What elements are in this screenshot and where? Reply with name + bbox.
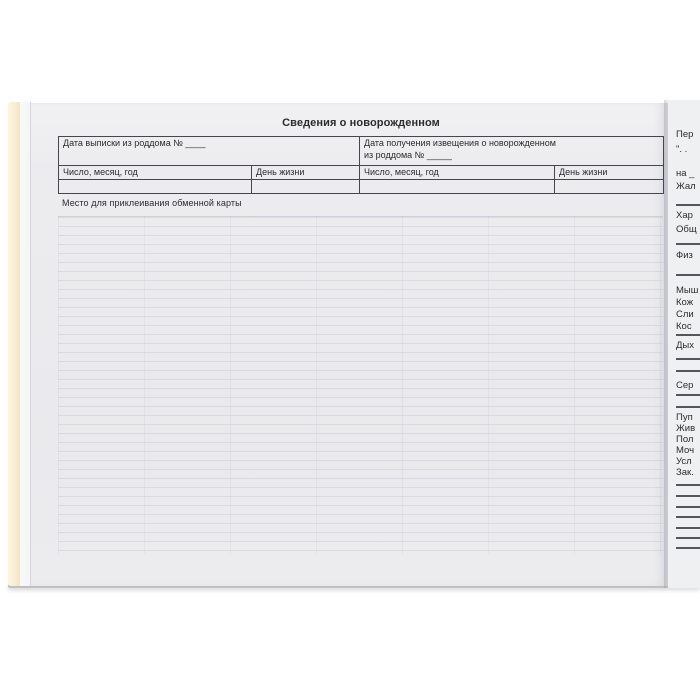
adjacent-page-text-fragment: Пуп xyxy=(676,412,693,423)
adjacent-page-text-fragment: на _ xyxy=(676,168,695,179)
paste-area-label: Место для приклеивания обменной карты xyxy=(62,198,242,208)
adjacent-page-text-fragment: Жал xyxy=(676,181,696,192)
adjacent-page-rule xyxy=(676,516,700,518)
adjacent-page xyxy=(668,100,700,588)
adjacent-page-rule xyxy=(676,334,700,336)
adjacent-page-rule xyxy=(676,495,700,497)
adjacent-page-text-fragment: Хар xyxy=(676,210,693,221)
adjacent-page-rule xyxy=(676,547,700,549)
adjacent-page-rule xyxy=(676,506,700,508)
adjacent-page-rule xyxy=(676,370,700,372)
subheader-day-of-life-cell: День жизни xyxy=(252,166,360,180)
adjacent-page-rule xyxy=(676,394,700,396)
entry-cell xyxy=(555,180,664,194)
adjacent-page-text-fragment: Пол xyxy=(676,434,694,445)
page-title: Сведения о новорожденном xyxy=(282,117,440,129)
adjacent-page-text-fragment: Сер xyxy=(676,380,694,391)
adjacent-page-rule xyxy=(676,527,700,529)
notice-date-label-line2: из роддома № _____ xyxy=(364,149,452,160)
adjacent-page-text-fragment: Кож xyxy=(676,297,694,308)
adjacent-page-text-fragment: Усл xyxy=(676,456,692,467)
adjacent-page-text-fragment: ". . xyxy=(676,144,688,155)
adjacent-page-rule xyxy=(676,243,700,245)
adjacent-page-rule xyxy=(676,537,700,539)
discharge-date-label: Дата выписки из роддома № ____ xyxy=(63,138,206,148)
adjacent-page-rule xyxy=(676,358,700,360)
adjacent-page-text-fragment: Жив xyxy=(676,423,696,434)
entry-cell xyxy=(59,180,252,194)
discharge-date-header-cell xyxy=(59,137,360,166)
reverse-side-showthrough-grid xyxy=(58,216,663,554)
adjacent-page-rule xyxy=(676,274,700,276)
notice-date-label-line1: Дата получения извещения о новорожденном xyxy=(364,138,556,148)
adjacent-page-text-fragment: Сли xyxy=(676,309,694,320)
adjacent-page-text-fragment: Физ xyxy=(676,250,693,261)
adjacent-page-text-fragment: Пер xyxy=(676,129,694,140)
adjacent-page-rule xyxy=(676,204,700,206)
adjacent-page-text-fragment: Общ xyxy=(676,224,697,235)
newborn-info-form-page xyxy=(31,103,668,586)
notice-date-header-cell xyxy=(360,137,664,166)
adjacent-page-text-fragment: Дых xyxy=(676,340,695,351)
subheader-date-cell: Число, месяц, год xyxy=(59,166,252,180)
entry-cell xyxy=(252,180,360,194)
adjacent-page-text-fragment: Кос xyxy=(676,321,692,332)
discharge-info-table xyxy=(58,136,664,194)
subheader-day-of-life-cell: День жизни xyxy=(555,166,664,180)
page-edge xyxy=(20,102,31,586)
adjacent-page-text-fragment: Зак. xyxy=(676,467,694,478)
adjacent-page-text-fragment: Моч xyxy=(676,445,695,456)
adjacent-page-rule xyxy=(676,406,700,408)
entry-cell xyxy=(360,180,555,194)
adjacent-page-text-fragment: Мыш xyxy=(676,285,699,296)
subheader-date-cell: Число, месяц, год xyxy=(360,166,555,180)
adjacent-page-rule xyxy=(676,484,700,486)
